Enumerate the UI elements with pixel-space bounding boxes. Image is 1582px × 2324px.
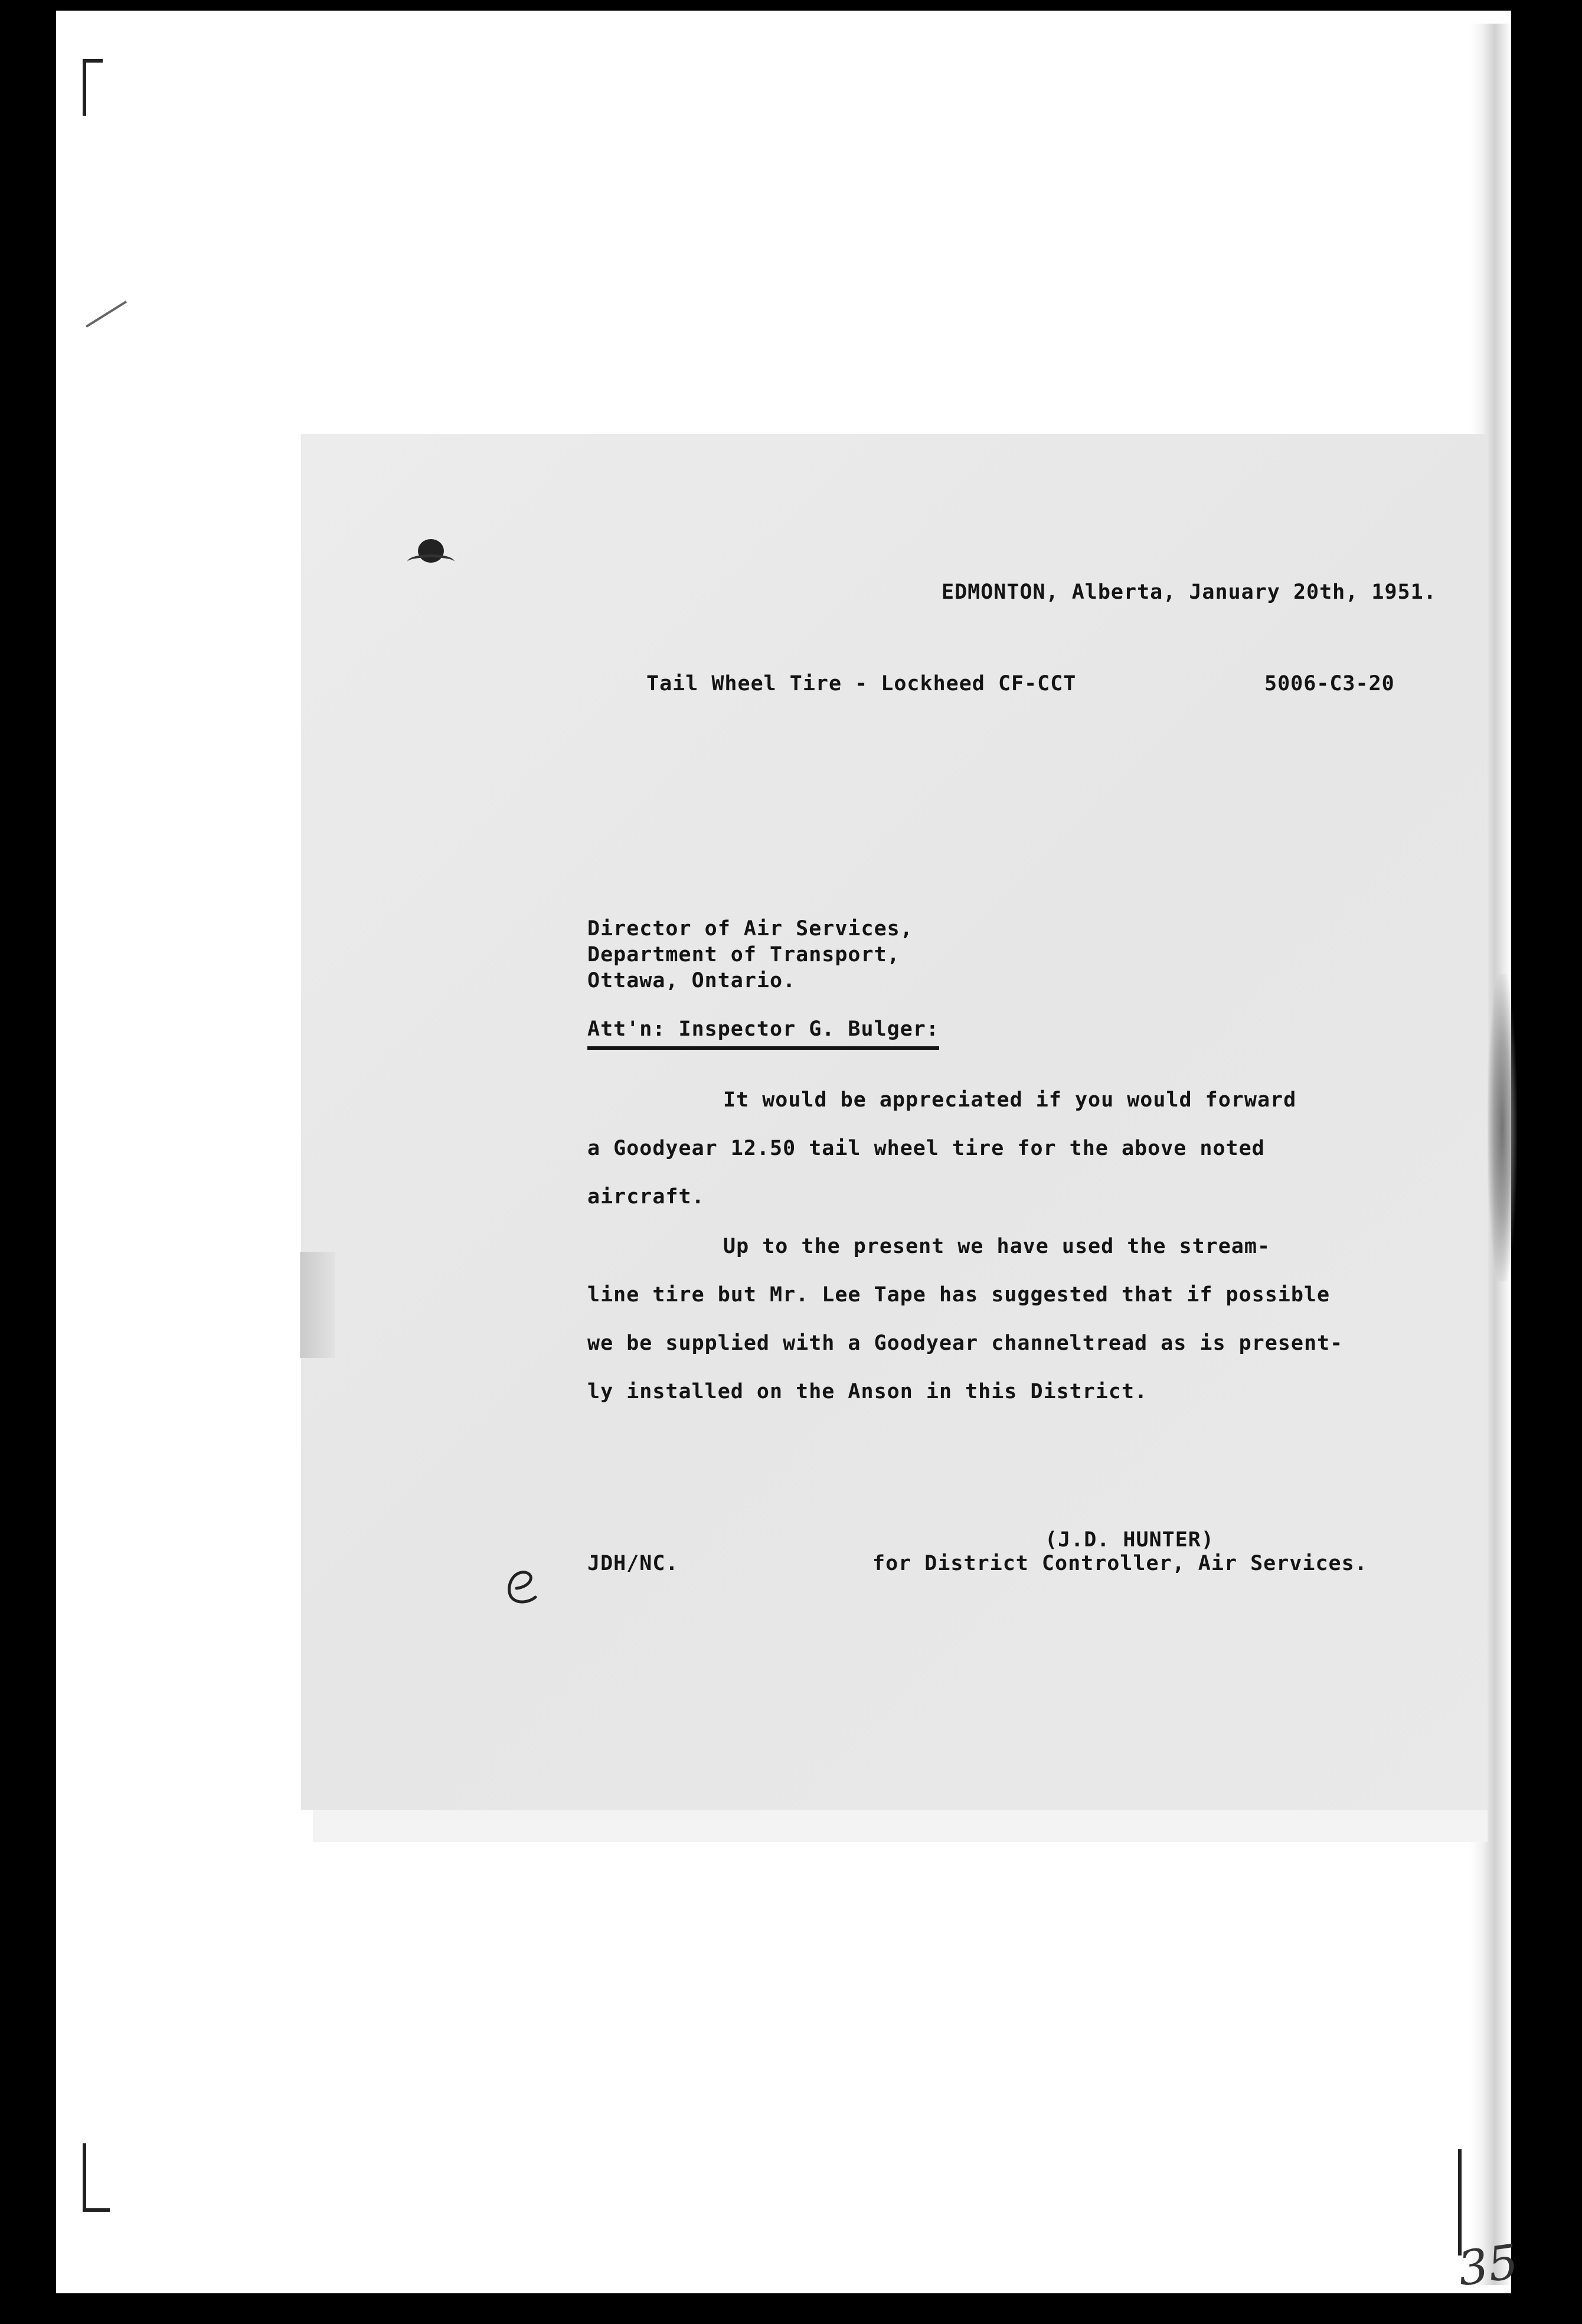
body-line-6: we be supplied with a Goodyear channeltread as is present- — [587, 1331, 1344, 1355]
paper-fold — [300, 1252, 335, 1358]
body-line-1: It would be appreciated if you would forward — [723, 1088, 1297, 1112]
letter-subject: Tail Wheel Tire - Lockheed CF-CCT — [646, 672, 1077, 696]
letter-date: EDMONTON, Alberta, January 20th, 1951. — [942, 580, 1437, 604]
typist-initials: JDH/NC. — [587, 1552, 679, 1575]
file-reference: 5006-C3-20 — [1264, 672, 1395, 696]
letter-paper — [301, 434, 1488, 1810]
body-line-7: ly installed on the Anson in this District. — [587, 1380, 1148, 1403]
corner-mark-bottom-left — [83, 2143, 110, 2212]
corner-mark-bottom-right — [1458, 2149, 1465, 2256]
punch-hole-icon — [401, 534, 460, 582]
body-line-4: Up to the present we have used the stream- — [723, 1235, 1271, 1258]
recipient-line-3: Ottawa, Ontario. — [587, 969, 796, 993]
attention-line: Att'n: Inspector G. Bulger: — [587, 1016, 939, 1050]
corner-mark-top-left — [83, 59, 103, 116]
page-number: 35 — [1454, 2234, 1522, 2297]
body-line-2: a Goodyear 12.50 tail wheel tire for the above noted — [587, 1137, 1265, 1160]
edge-smudge — [1488, 974, 1517, 1281]
paper-shadow — [313, 1810, 1488, 1842]
body-line-5: line tire but Mr. Lee Tape has suggested that if possible — [587, 1283, 1331, 1307]
signatory-title: for District Controller, Air Services. — [872, 1552, 1368, 1575]
signatory-name: (J.D. HUNTER) — [1045, 1528, 1214, 1552]
punch-hole-ring — [407, 554, 455, 569]
recipient-line-2: Department of Transport, — [587, 943, 900, 967]
recipient-line-1: Director of Air Services, — [587, 917, 913, 941]
body-line-3: aircraft. — [587, 1185, 705, 1209]
handwritten-mark-icon — [499, 1562, 552, 1609]
